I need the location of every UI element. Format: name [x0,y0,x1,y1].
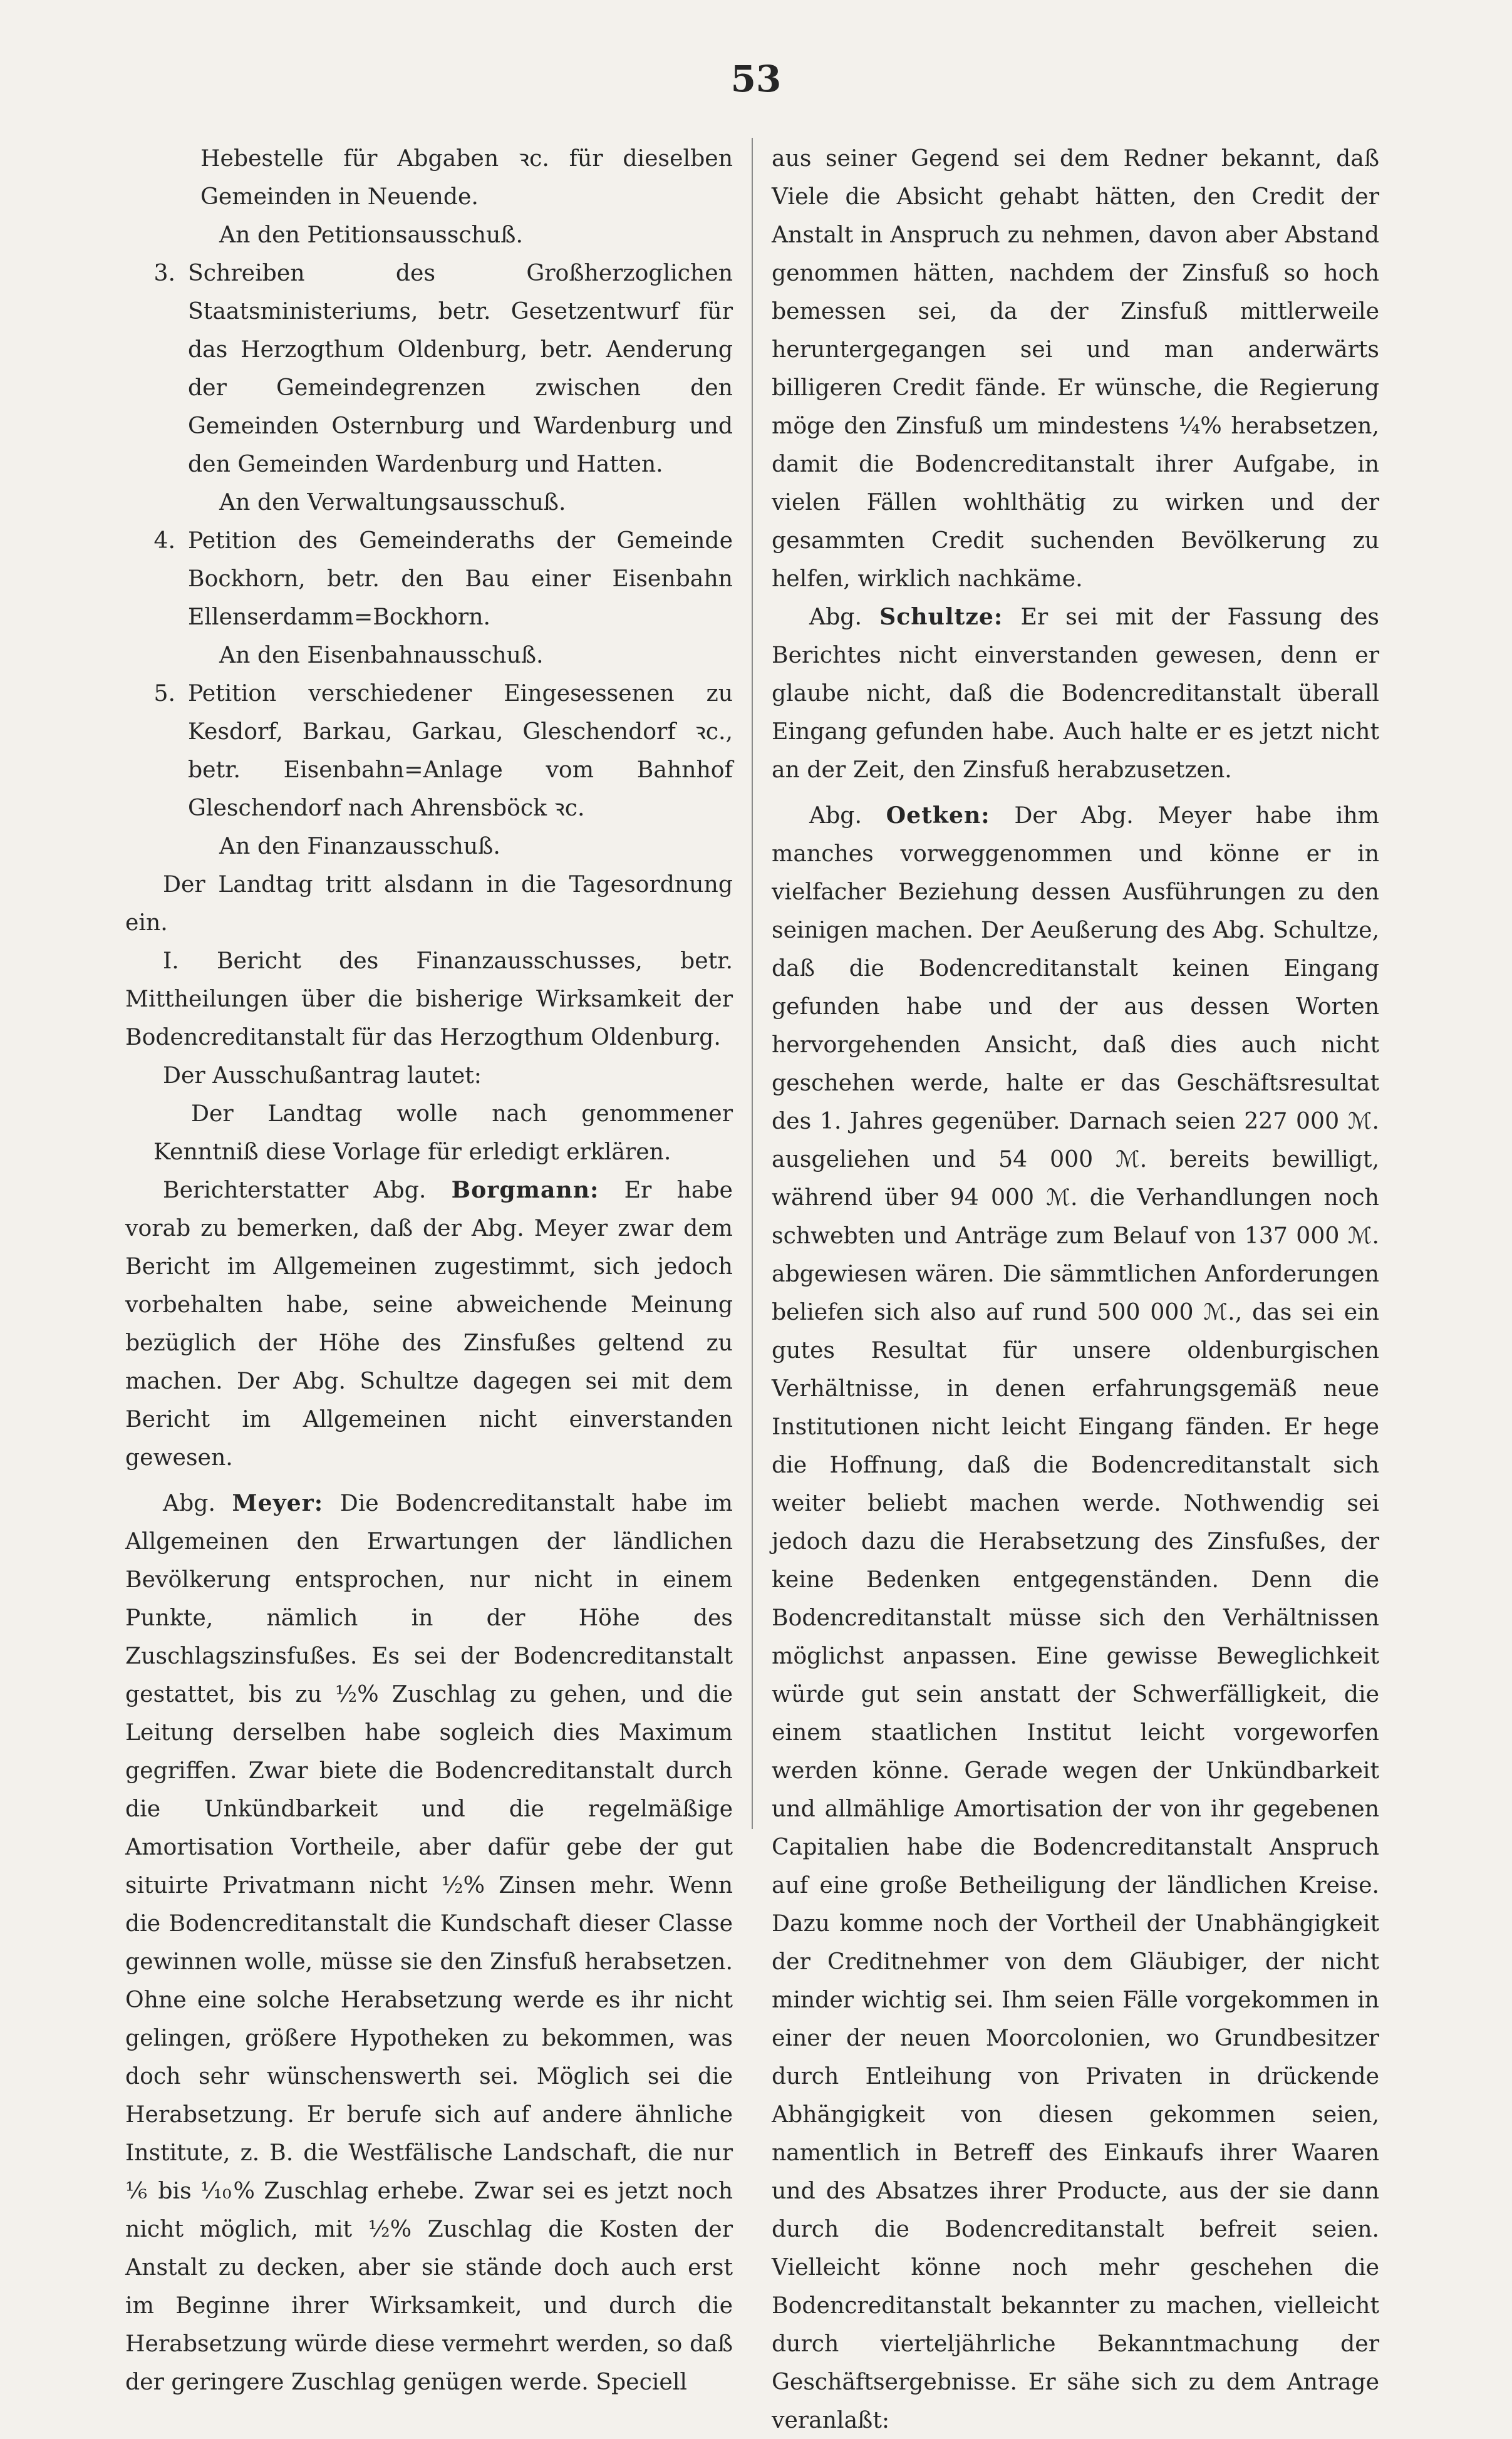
left-column [125,139,733,2401]
referral-finance: An den Finanzausschuß. [219,832,500,859]
speaker-name-schultze: Schultze: [879,603,1003,630]
agenda-item-3 [125,254,733,483]
speaker-prefix: Berichterstatter Abg. [163,1176,427,1203]
referral-railway: An den Eisenbahnausschuß. [219,641,544,668]
speaker-prefix: Abg. [809,802,862,829]
referral-petitions: An den Petitionsausschuß. [219,221,523,248]
item-number: 4. [153,527,175,554]
page-number: 53 [730,58,782,100]
agenda-item-5 [125,674,733,827]
speech-meyer [125,1484,733,2401]
speech-oetken [772,796,1379,2439]
item-2-continuation: Hebestelle für Abgaben ꝛc. für dieselben Gemeinden in Neuende. [200,145,733,210]
speech-text: Er habe vorab zu bemerken, daß der Abg. Meyer zwar dem Bericht im Allgemeinen zugestimmt, sich jedoch vorbehalten habe, seine abweichende Meinung bezüglich der Höhe des Zinsfußes geltend zu machen. Der Abg. Schultze dagegen sei mit dem Bericht im Allgemeinen nicht einverstanden gewesen. [125,1176,733,1471]
speaker-prefix: Abg. [163,1489,215,1516]
item-text: Petition des Gemeinderaths der Gemeinde Bockhorn, betr. den Bau einer Eisenbahn Ellenserdamm=Bockhorn. [188,527,733,630]
speaker-prefix: Abg. [809,603,862,630]
finance-report-heading: I. Bericht des Finanzausschusses, betr. Mittheilungen über die bisherige Wirksamkeit der Bodencreditanstalt für das Herzogthum Oldenburg. [125,947,733,1050]
speech-text: Die Bodencreditanstalt habe im Allgemeinen den Erwartungen der ländlichen Bevölkerung entsprochen, nur nicht in einem Punkte, nämlich in der Höhe des Zuschlagszinsfußes. Es sei der Bodencreditanstalt gestattet, bis zu ½% Zuschlag zu gehen, und die Leitung derselben habe sogleich dies Maximum gegriffen. Zwar biete die Bodencreditanstalt durch die Unkündbarkeit und die regelmäßige Amortisation Vortheile, aber dafür gebe der gut situirte Privatmann nicht ½% Zinsen mehr. Wenn die Bodencreditanstalt die Kundschaft dieser Classe gewinnen wolle, müsse sie den Zinsfuß herabsetzen. Ohne eine solche Herabsetzung werde es ihr nicht gelingen, größere Hypotheken zu bekommen, was doch sehr wünschenswerth sei. Möglich sei die Herabsetzung. Er berufe sich auf andere ähnliche Institute, z. B. die Westfälische Landschaft, die nur ⅙ bis ⅒% Zuschlag erhebe. Zwar sei es jetzt noch nicht möglich, mit ½% Zuschlag die Kosten der Anstalt zu decken, aber sie stände doch auch erst im Beginne ihrer Wirksamkeit, und durch die Herabsetzung würde diese vermehrt werden, so daß der geringere Zuschlag genügen werde. Speciell [125,1489,733,2395]
column-divider [752,138,753,1829]
speech-schultze [772,598,1379,789]
motion-intro: Der Ausschußantrag lautet: [163,1062,482,1089]
speech-borgmann [125,1171,733,1476]
committee-motion: Der Landtag wolle nach genommener Kenntniß diese Vorlage für erledigt erklären. [153,1100,733,1165]
speech-text: Er sei mit der Fassung des Berichtes nicht einverstanden gewesen, denn er glaube nicht, daß die Bodencreditanstalt überall Eingang gefunden habe. Auch halte er es jetzt nicht an der Zeit, den Zinsfuß herabzusetzen. [772,603,1379,783]
item-text: Schreiben des Großherzoglichen Staatsministeriums, betr. Gesetzentwurf für das Herzogthum Oldenburg, betr. Aenderung der Gemeindegrenzen zwischen den Gemeinden Osternburg und Wardenburg und den Gemeinden Wardenburg und Hatten. [188,259,733,477]
item-number: 3. [153,259,175,286]
item-number: 5. [153,680,175,707]
referral-administration: An den Verwaltungsausschuß. [219,489,566,515]
agenda-item-4 [125,521,733,636]
right-column [772,139,1379,2439]
item-text: Petition verschiedener Eingesessenen zu Kesdorf, Barkau, Garkau, Gleschendorf ꝛc., betr. Eisenbahn=Anlage vom Bahnhof Gleschendorf nach Ahrensböck ꝛc. [188,680,733,821]
speaker-name-borgmann: Borgmann: [451,1176,599,1203]
agenda-start: Der Landtag tritt alsdann in die Tagesordnung ein. [125,871,733,936]
speech-meyer-continuation: aus seiner Gegend sei dem Redner bekannt, daß Viele die Absicht gehabt hätten, den Credit der Anstalt in Anspruch zu nehmen, davon aber Abstand genommen hätten, nachdem der Zinsfuß so hoch bemessen sei, da der Zinsfuß mittlerweile heruntergegangen sei und man anderwärts billigeren Credit fände. Er wünsche, die Regierung möge den Zinsfuß um mindestens ¼% herabsetzen, damit die Bodencreditanstalt ihrer Aufgabe, in vielen Fällen wohlthätig zu wirken und der gesammten Credit suchenden Bevölkerung zu helfen, wirklich nachkäme. [772,145,1379,592]
speech-text: Der Abg. Meyer habe ihm manches vorweggenommen und könne er in vielfacher Beziehung dessen Ausführungen zu den seinigen machen. Der Aeußerung des Abg. Schultze, daß die Bodencreditanstalt keinen Eingang gefunden habe und der aus dessen Worten hervorgehenden Ansicht, daß dies auch nicht geschehen werde, halte er das Geschäftsresultat des 1. Jahres gegenüber. Darnach seien 227 000 ℳ. ausgeliehen und 54 000 ℳ. bereits bewilligt, während über 94 000 ℳ. die Verhandlungen noch schwebten und Anträge zum Belauf von 137 000 ℳ. abgewiesen wären. Die sämmtlichen Anforderungen beliefen sich also auf rund 500 000 ℳ., das sei ein gutes Resultat für unsere oldenburgischen Verhältnisse, in denen erfahrungsgemäß neue Institutionen nicht leicht Eingang fänden. Er hege die Hoffnung, daß die Bodencreditanstalt sich weiter beliebt machen werde. Nothwendig sei jedoch dazu die Herabsetzung des Zinsfußes, der keine Bedenken entgegenständen. Denn die Bodencreditanstalt müsse sich den Verhältnissen möglichst anpassen. Eine gewisse Beweglichkeit würde gut sein anstatt der Schwerfälligkeit, die einem staatlichen Institut leicht vorgeworfen werden könne. Gerade wegen der Unkündbarkeit und allmählige Amortisation der von ihr gegebenen Capitalien habe die Bodencreditanstalt Anspruch auf eine große Betheiligung der ländlichen Kreise. Dazu komme noch der Vortheil der Unabhängigkeit der Creditnehmer von dem Gläubiger, der nicht minder wichtig sei. Ihm seien Fälle vorgekommen in einer der neuen Moorcolonien, wo Grundbesitzer durch Entleihung von Privaten in drückende Abhängigkeit von diesen gekommen seien, namentlich in Betreff des Einkaufs ihrer Waaren und des Absatzes ihrer Producte, aus der sie dann durch die Bodencreditanstalt befreit seien. Vielleicht könne noch mehr geschehen die Bodencreditanstalt bekannter zu machen, vielleicht durch vierteljährliche Bekanntmachung der Geschäftsergebnisse. Er sähe sich zu dem Antrage veranlaßt: [772,802,1379,2433]
speaker-name-meyer: Meyer: [232,1489,324,1516]
speaker-name-oetken: Oetken: [886,802,990,829]
